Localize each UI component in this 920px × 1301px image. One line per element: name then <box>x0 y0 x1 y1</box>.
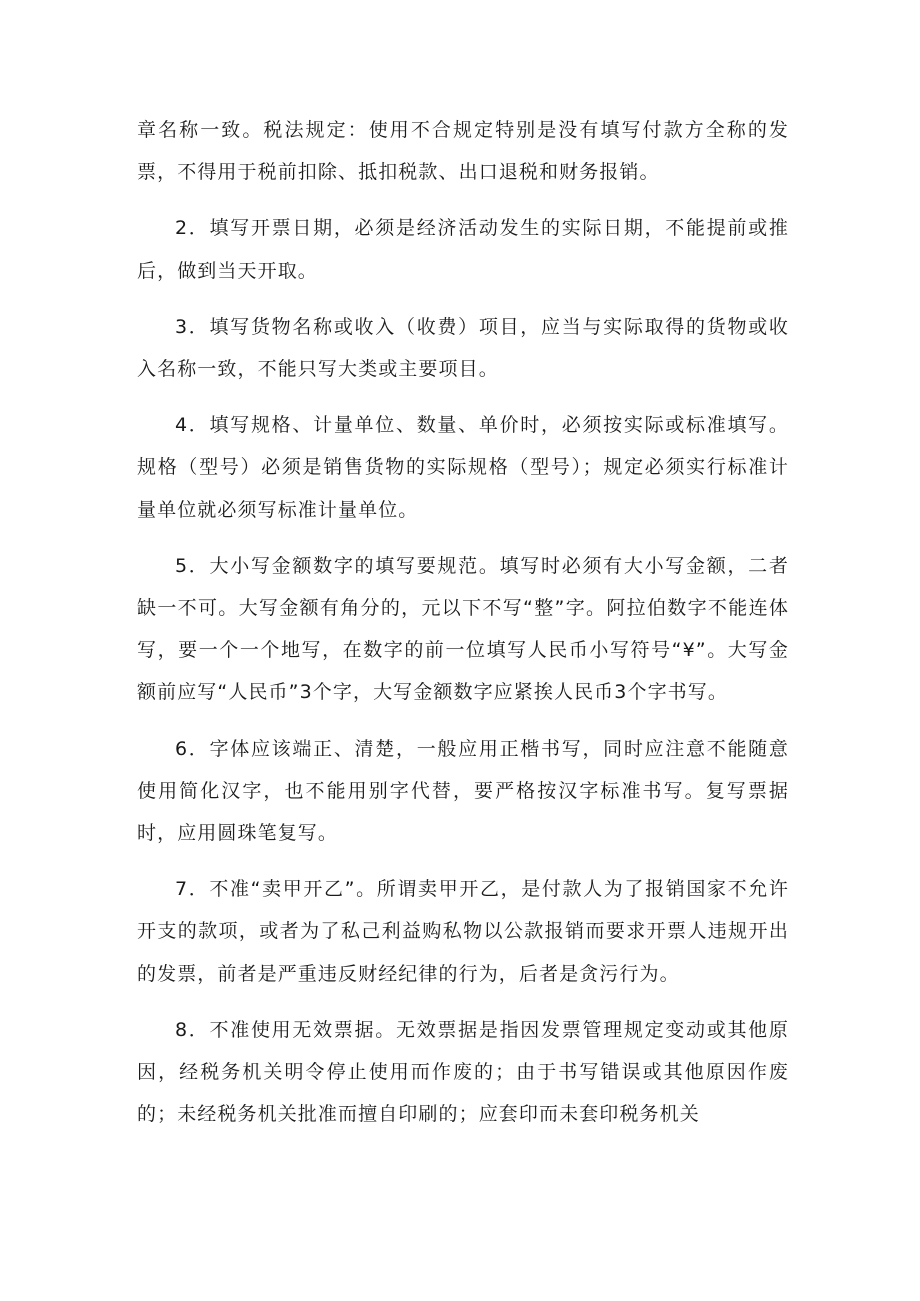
document-body <box>137 109 789 1135</box>
paragraph-item-3: 3．填写货物名称或收入（收费）项目，应当与实际取得的货物或收入名称一致，不能只写大类或主要项目。 <box>137 315 789 381</box>
paragraph-item-7: 7．不准“卖甲开乙”。所谓卖甲开乙，是付款人为了报销国家不允许开支的款项，或者为了私己利益购私物以公款报销而要求开票人违规开出的发票，前者是严重违反财经纪律的行为，后者是贪污行为。 <box>137 878 789 985</box>
paragraph-continuation: 章名称一致。税法规定：使用不合规定特别是没有填写付款方全称的发票，不得用于税前扣除、抵扣税款、出口退税和财务报销。 <box>137 119 789 184</box>
paragraph-item-5: 5．大小写金额数字的填写要规范。填写时必须有大小写金额，二者缺一不可。大写金额有角分的，元以下不写“整”字。阿拉伯数字不能连体写，要一个一个地写，在数字的前一位填写人民币小写符号“¥”。大写金额前应写“人民币”3个字，大写金额数字应紧挨人民币3个字书写。 <box>137 554 789 704</box>
paragraph-item-2: 2．填写开票日期，必须是经济活动发生的实际日期，不能提前或推后，做到当天开取。 <box>137 217 789 282</box>
paragraph-item-6: 6．字体应该端正、清楚，一般应用正楷书写，同时应注意不能随意使用简化汉字，也不能用别字代替，要严格按汉字标准书写。复写票据时，应用圆珠笔复写。 <box>137 737 789 845</box>
paragraph-item-8: 8．不准使用无效票据。无效票据是指因发票管理规定变动或其他原因，经税务机关明令停止使用而作废的；由于书写错误或其他原因作废的；未经税务机关批准而擅自印刷的；应套印而未套印税务机关 <box>137 1018 789 1126</box>
paragraph-item-4: 4．填写规格、计量单位、数量、单价时，必须按实际或标准填写。规格（型号）必须是销售货物的实际规格（型号）；规定必须实行标准计量单位就必须写标准计量单位。 <box>137 414 789 521</box>
